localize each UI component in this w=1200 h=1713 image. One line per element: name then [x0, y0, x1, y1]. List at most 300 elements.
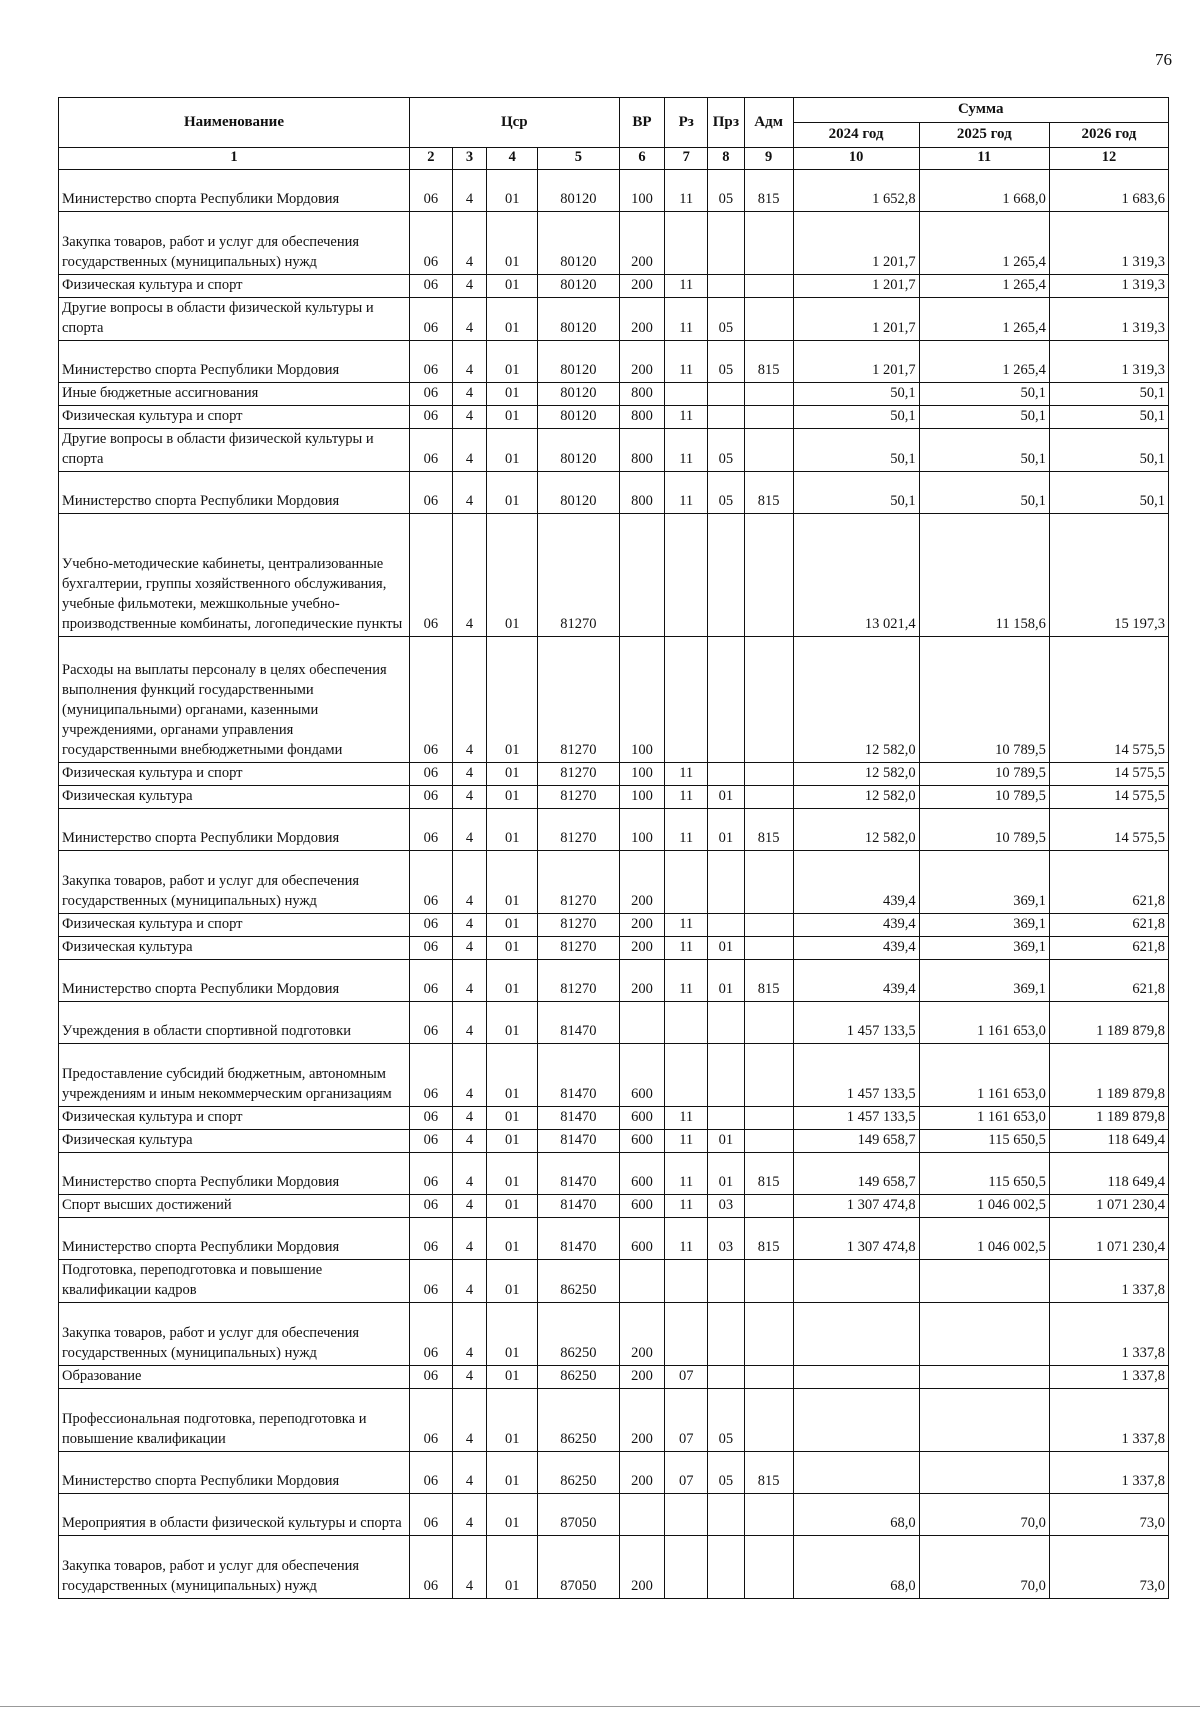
adm-code — [744, 851, 793, 914]
table-row — [59, 406, 1169, 429]
csr-program: 06 — [409, 1260, 452, 1303]
rz-code: 11 — [665, 786, 708, 809]
table-body — [59, 170, 1169, 1599]
adm-code — [744, 1130, 793, 1153]
csr-type: 4 — [452, 960, 487, 1002]
prz-code: 03 — [708, 1218, 745, 1260]
csr-type: 4 — [452, 1130, 487, 1153]
csr-direction: 81270 — [538, 809, 619, 851]
csr-type: 4 — [452, 1366, 487, 1389]
csr-event: 01 — [487, 298, 538, 341]
adm-code: 815 — [744, 1452, 793, 1494]
table-row — [59, 960, 1169, 1002]
vr-code: 200 — [619, 914, 665, 937]
rz-code — [665, 637, 708, 763]
csr-direction: 81470 — [538, 1002, 619, 1044]
table-row — [59, 429, 1169, 472]
amount-2024 — [793, 1260, 919, 1303]
table-row — [59, 212, 1169, 275]
row-name: Мероприятия в области физической культуры и спорта — [59, 1494, 410, 1536]
rz-code: 11 — [665, 937, 708, 960]
prz-code — [708, 1260, 745, 1303]
rz-code: 11 — [665, 406, 708, 429]
row-name: Физическая культура — [59, 1130, 410, 1153]
rz-code — [665, 212, 708, 275]
adm-code — [744, 1389, 793, 1452]
rz-code: 11 — [665, 429, 708, 472]
csr-program: 06 — [409, 383, 452, 406]
vr-code: 600 — [619, 1153, 665, 1195]
csr-type: 4 — [452, 472, 487, 514]
csr-program: 06 — [409, 809, 452, 851]
row-name: Закупка товаров, работ и услуг для обеспечения государственных (муниципальных) нужд — [59, 1536, 410, 1599]
csr-event: 01 — [487, 914, 538, 937]
adm-code — [744, 298, 793, 341]
amount-2025: 10 789,5 — [919, 786, 1049, 809]
prz-code — [708, 763, 745, 786]
amount-2026: 621,8 — [1049, 914, 1168, 937]
adm-code: 815 — [744, 170, 793, 212]
csr-event: 01 — [487, 472, 538, 514]
amount-2024: 50,1 — [793, 406, 919, 429]
amount-2025 — [919, 1389, 1049, 1452]
csr-type: 4 — [452, 1044, 487, 1107]
amount-2026: 50,1 — [1049, 429, 1168, 472]
vr-code — [619, 1002, 665, 1044]
vr-code: 200 — [619, 275, 665, 298]
csr-event: 01 — [487, 1002, 538, 1044]
amount-2025: 50,1 — [919, 472, 1049, 514]
csr-program: 06 — [409, 1195, 452, 1218]
adm-code — [744, 1366, 793, 1389]
amount-2025: 10 789,5 — [919, 637, 1049, 763]
csr-program: 06 — [409, 1130, 452, 1153]
table-row — [59, 383, 1169, 406]
csr-event: 01 — [487, 786, 538, 809]
column-number: 5 — [538, 148, 619, 170]
csr-event: 01 — [487, 1366, 538, 1389]
table-row — [59, 1494, 1169, 1536]
csr-program: 06 — [409, 1366, 452, 1389]
csr-event: 01 — [487, 937, 538, 960]
amount-2026: 621,8 — [1049, 937, 1168, 960]
amount-2026: 621,8 — [1049, 851, 1168, 914]
prz-code — [708, 1107, 745, 1130]
csr-event: 01 — [487, 1130, 538, 1153]
amount-2024: 50,1 — [793, 429, 919, 472]
adm-code — [744, 637, 793, 763]
amount-2024: 1 307 474,8 — [793, 1195, 919, 1218]
csr-program: 06 — [409, 1107, 452, 1130]
csr-direction: 81470 — [538, 1195, 619, 1218]
amount-2025: 70,0 — [919, 1494, 1049, 1536]
vr-code: 200 — [619, 1452, 665, 1494]
vr-code: 600 — [619, 1195, 665, 1218]
row-name: Физическая культура — [59, 786, 410, 809]
vr-code: 100 — [619, 809, 665, 851]
csr-type: 4 — [452, 937, 487, 960]
vr-code: 100 — [619, 170, 665, 212]
column-number: 10 — [793, 148, 919, 170]
csr-event: 01 — [487, 383, 538, 406]
csr-program: 06 — [409, 937, 452, 960]
csr-type: 4 — [452, 914, 487, 937]
rz-code: 11 — [665, 960, 708, 1002]
prz-code: 01 — [708, 1153, 745, 1195]
amount-2026: 14 575,5 — [1049, 786, 1168, 809]
csr-direction: 81470 — [538, 1044, 619, 1107]
amount-2025: 369,1 — [919, 960, 1049, 1002]
header-vr: ВР — [619, 98, 665, 148]
csr-event: 01 — [487, 1218, 538, 1260]
prz-code — [708, 212, 745, 275]
csr-type: 4 — [452, 341, 487, 383]
csr-program: 06 — [409, 1044, 452, 1107]
csr-direction: 81470 — [538, 1107, 619, 1130]
vr-code: 200 — [619, 1303, 665, 1366]
prz-code — [708, 1366, 745, 1389]
amount-2024 — [793, 1389, 919, 1452]
csr-event: 01 — [487, 341, 538, 383]
row-name: Министерство спорта Республики Мордовия — [59, 960, 410, 1002]
table-row — [59, 914, 1169, 937]
csr-program: 06 — [409, 1153, 452, 1195]
rz-code: 11 — [665, 1130, 708, 1153]
table-row — [59, 809, 1169, 851]
table-row — [59, 170, 1169, 212]
row-name: Закупка товаров, работ и услуг для обеспечения государственных (муниципальных) нужд — [59, 851, 410, 914]
amount-2024: 68,0 — [793, 1536, 919, 1599]
vr-code: 100 — [619, 786, 665, 809]
adm-code — [744, 914, 793, 937]
prz-code — [708, 275, 745, 298]
csr-type: 4 — [452, 212, 487, 275]
csr-type: 4 — [452, 1002, 487, 1044]
adm-code: 815 — [744, 472, 793, 514]
vr-code: 800 — [619, 406, 665, 429]
amount-2024: 68,0 — [793, 1494, 919, 1536]
vr-code: 200 — [619, 341, 665, 383]
csr-direction: 81470 — [538, 1130, 619, 1153]
csr-direction: 81470 — [538, 1153, 619, 1195]
header-prz: Прз — [708, 98, 745, 148]
adm-code — [744, 786, 793, 809]
csr-program: 06 — [409, 1494, 452, 1536]
table-row — [59, 1366, 1169, 1389]
prz-code — [708, 1494, 745, 1536]
vr-code: 200 — [619, 1389, 665, 1452]
adm-code: 815 — [744, 341, 793, 383]
table-row — [59, 1218, 1169, 1260]
prz-code: 01 — [708, 937, 745, 960]
csr-direction: 86250 — [538, 1452, 619, 1494]
row-name: Министерство спорта Республики Мордовия — [59, 1452, 410, 1494]
adm-code: 815 — [744, 1153, 793, 1195]
csr-direction: 87050 — [538, 1494, 619, 1536]
table-row — [59, 1153, 1169, 1195]
csr-event: 01 — [487, 1536, 538, 1599]
csr-type: 4 — [452, 1452, 487, 1494]
amount-2025: 1 161 653,0 — [919, 1107, 1049, 1130]
column-number: 8 — [708, 148, 745, 170]
amount-2025: 369,1 — [919, 851, 1049, 914]
rz-code: 11 — [665, 1107, 708, 1130]
rz-code: 11 — [665, 341, 708, 383]
amount-2024 — [793, 1366, 919, 1389]
rz-code: 07 — [665, 1389, 708, 1452]
csr-direction: 80120 — [538, 429, 619, 472]
table-row — [59, 1452, 1169, 1494]
csr-program: 06 — [409, 1218, 452, 1260]
csr-type: 4 — [452, 275, 487, 298]
amount-2026: 1 337,8 — [1049, 1366, 1168, 1389]
amount-2025: 50,1 — [919, 383, 1049, 406]
amount-2024: 50,1 — [793, 472, 919, 514]
csr-program: 06 — [409, 1389, 452, 1452]
column-number-row — [59, 148, 1169, 170]
vr-code — [619, 1260, 665, 1303]
csr-program: 06 — [409, 851, 452, 914]
amount-2024: 149 658,7 — [793, 1153, 919, 1195]
amount-2026: 1 337,8 — [1049, 1389, 1168, 1452]
adm-code: 815 — [744, 809, 793, 851]
prz-code: 05 — [708, 298, 745, 341]
csr-type: 4 — [452, 786, 487, 809]
adm-code — [744, 383, 793, 406]
csr-type: 4 — [452, 851, 487, 914]
table-row — [59, 1260, 1169, 1303]
csr-direction: 80120 — [538, 341, 619, 383]
adm-code: 815 — [744, 960, 793, 1002]
amount-2026: 1 319,3 — [1049, 275, 1168, 298]
rz-code — [665, 514, 708, 637]
amount-2026: 1 189 879,8 — [1049, 1107, 1168, 1130]
column-number: 2 — [409, 148, 452, 170]
amount-2024: 1 201,7 — [793, 298, 919, 341]
csr-type: 4 — [452, 170, 487, 212]
csr-type: 4 — [452, 383, 487, 406]
amount-2026: 50,1 — [1049, 472, 1168, 514]
csr-type: 4 — [452, 1218, 487, 1260]
prz-code — [708, 514, 745, 637]
rz-code: 11 — [665, 914, 708, 937]
adm-code — [744, 1195, 793, 1218]
adm-code — [744, 1536, 793, 1599]
csr-program: 06 — [409, 406, 452, 429]
adm-code — [744, 406, 793, 429]
vr-code: 600 — [619, 1130, 665, 1153]
prz-code: 05 — [708, 1452, 745, 1494]
adm-code — [744, 937, 793, 960]
csr-type: 4 — [452, 1195, 487, 1218]
table-row — [59, 472, 1169, 514]
amount-2025: 50,1 — [919, 406, 1049, 429]
table-row — [59, 1044, 1169, 1107]
prz-code: 05 — [708, 1389, 745, 1452]
row-name: Учебно-методические кабинеты, централизованные бухгалтерии, группы хозяйственного обслуживания, учебные фильмотеки, межшкольные учебно-производственные комбинаты, логопедические пункты — [59, 514, 410, 637]
amount-2026: 50,1 — [1049, 406, 1168, 429]
csr-type: 4 — [452, 1107, 487, 1130]
row-name: Министерство спорта Республики Мордовия — [59, 472, 410, 514]
amount-2024: 12 582,0 — [793, 763, 919, 786]
column-number: 9 — [744, 148, 793, 170]
prz-code — [708, 637, 745, 763]
amount-2026: 1 319,3 — [1049, 212, 1168, 275]
amount-2025: 50,1 — [919, 429, 1049, 472]
row-name: Образование — [59, 1366, 410, 1389]
rz-code: 07 — [665, 1452, 708, 1494]
table-row — [59, 298, 1169, 341]
amount-2025: 1 046 002,5 — [919, 1195, 1049, 1218]
csr-type: 4 — [452, 406, 487, 429]
amount-2026: 1 319,3 — [1049, 341, 1168, 383]
csr-direction: 80120 — [538, 472, 619, 514]
csr-program: 06 — [409, 298, 452, 341]
csr-direction: 81270 — [538, 786, 619, 809]
csr-direction: 80120 — [538, 275, 619, 298]
prz-code: 05 — [708, 170, 745, 212]
amount-2024: 12 582,0 — [793, 809, 919, 851]
table-row — [59, 1303, 1169, 1366]
rz-code: 11 — [665, 472, 708, 514]
amount-2026: 118 649,4 — [1049, 1153, 1168, 1195]
amount-2025: 369,1 — [919, 937, 1049, 960]
amount-2025 — [919, 1260, 1049, 1303]
csr-direction: 80120 — [538, 406, 619, 429]
table-row — [59, 851, 1169, 914]
adm-code — [744, 1303, 793, 1366]
vr-code: 100 — [619, 763, 665, 786]
table-row — [59, 763, 1169, 786]
vr-code: 800 — [619, 472, 665, 514]
amount-2026: 73,0 — [1049, 1494, 1168, 1536]
header-sum: Сумма — [793, 98, 1168, 123]
prz-code — [708, 1303, 745, 1366]
amount-2026: 50,1 — [1049, 383, 1168, 406]
amount-2025 — [919, 1366, 1049, 1389]
amount-2024: 1 307 474,8 — [793, 1218, 919, 1260]
amount-2026: 14 575,5 — [1049, 763, 1168, 786]
amount-2024: 12 582,0 — [793, 637, 919, 763]
adm-code — [744, 275, 793, 298]
row-name: Министерство спорта Республики Мордовия — [59, 341, 410, 383]
prz-code — [708, 1044, 745, 1107]
prz-code — [708, 406, 745, 429]
header-adm: Адм — [744, 98, 793, 148]
rz-code — [665, 1494, 708, 1536]
csr-type: 4 — [452, 429, 487, 472]
amount-2024 — [793, 1452, 919, 1494]
prz-code — [708, 1536, 745, 1599]
column-number: 4 — [487, 148, 538, 170]
csr-direction: 80120 — [538, 383, 619, 406]
amount-2026: 1 189 879,8 — [1049, 1044, 1168, 1107]
vr-code: 800 — [619, 383, 665, 406]
row-name: Министерство спорта Республики Мордовия — [59, 170, 410, 212]
amount-2024 — [793, 1303, 919, 1366]
rz-code: 11 — [665, 763, 708, 786]
csr-event: 01 — [487, 406, 538, 429]
prz-code — [708, 383, 745, 406]
table-row — [59, 937, 1169, 960]
amount-2026: 1 071 230,4 — [1049, 1195, 1168, 1218]
amount-2024: 1 652,8 — [793, 170, 919, 212]
amount-2024: 50,1 — [793, 383, 919, 406]
scan-edge-line — [0, 1706, 1200, 1707]
rz-code: 11 — [665, 170, 708, 212]
table-row — [59, 1389, 1169, 1452]
row-name: Министерство спорта Республики Мордовия — [59, 1218, 410, 1260]
amount-2025: 10 789,5 — [919, 809, 1049, 851]
header-row-top — [59, 98, 1169, 123]
column-number: 12 — [1049, 148, 1168, 170]
rz-code — [665, 383, 708, 406]
amount-2024: 1 201,7 — [793, 212, 919, 275]
vr-code: 100 — [619, 637, 665, 763]
amount-2025: 1 046 002,5 — [919, 1218, 1049, 1260]
csr-program: 06 — [409, 786, 452, 809]
amount-2024: 149 658,7 — [793, 1130, 919, 1153]
row-name: Профессиональная подготовка, переподготовка и повышение квалификации — [59, 1389, 410, 1452]
csr-program: 06 — [409, 1303, 452, 1366]
adm-code — [744, 514, 793, 637]
row-name: Физическая культура и спорт — [59, 1107, 410, 1130]
header-year-2026: 2026 год — [1049, 123, 1168, 148]
row-name: Физическая культура и спорт — [59, 914, 410, 937]
csr-event: 01 — [487, 212, 538, 275]
adm-code: 815 — [744, 1218, 793, 1260]
csr-direction: 81470 — [538, 1218, 619, 1260]
rz-code — [665, 1303, 708, 1366]
table-row — [59, 341, 1169, 383]
csr-program: 06 — [409, 1002, 452, 1044]
csr-program: 06 — [409, 275, 452, 298]
rz-code: 11 — [665, 1195, 708, 1218]
csr-type: 4 — [452, 1303, 487, 1366]
rz-code — [665, 1260, 708, 1303]
table-row — [59, 1536, 1169, 1599]
prz-code: 05 — [708, 341, 745, 383]
vr-code: 600 — [619, 1218, 665, 1260]
row-name: Иные бюджетные ассигнования — [59, 383, 410, 406]
csr-direction: 81270 — [538, 514, 619, 637]
prz-code: 05 — [708, 429, 745, 472]
csr-direction: 80120 — [538, 212, 619, 275]
row-name: Закупка товаров, работ и услуг для обеспечения государственных (муниципальных) нужд — [59, 212, 410, 275]
page-number: 76 — [1155, 50, 1172, 69]
rz-code: 11 — [665, 1153, 708, 1195]
csr-program: 06 — [409, 429, 452, 472]
csr-program: 06 — [409, 914, 452, 937]
csr-event: 01 — [487, 429, 538, 472]
amount-2024: 12 582,0 — [793, 786, 919, 809]
csr-type: 4 — [452, 637, 487, 763]
vr-code: 800 — [619, 429, 665, 472]
rz-code: 11 — [665, 1218, 708, 1260]
csr-program: 06 — [409, 637, 452, 763]
csr-direction: 81270 — [538, 960, 619, 1002]
adm-code — [744, 1044, 793, 1107]
amount-2026: 621,8 — [1049, 960, 1168, 1002]
csr-event: 01 — [487, 514, 538, 637]
rz-code — [665, 1002, 708, 1044]
rz-code — [665, 851, 708, 914]
amount-2025: 1 265,4 — [919, 298, 1049, 341]
csr-event: 01 — [487, 637, 538, 763]
budget-table — [58, 97, 1169, 1599]
csr-direction: 80120 — [538, 298, 619, 341]
csr-event: 01 — [487, 1044, 538, 1107]
